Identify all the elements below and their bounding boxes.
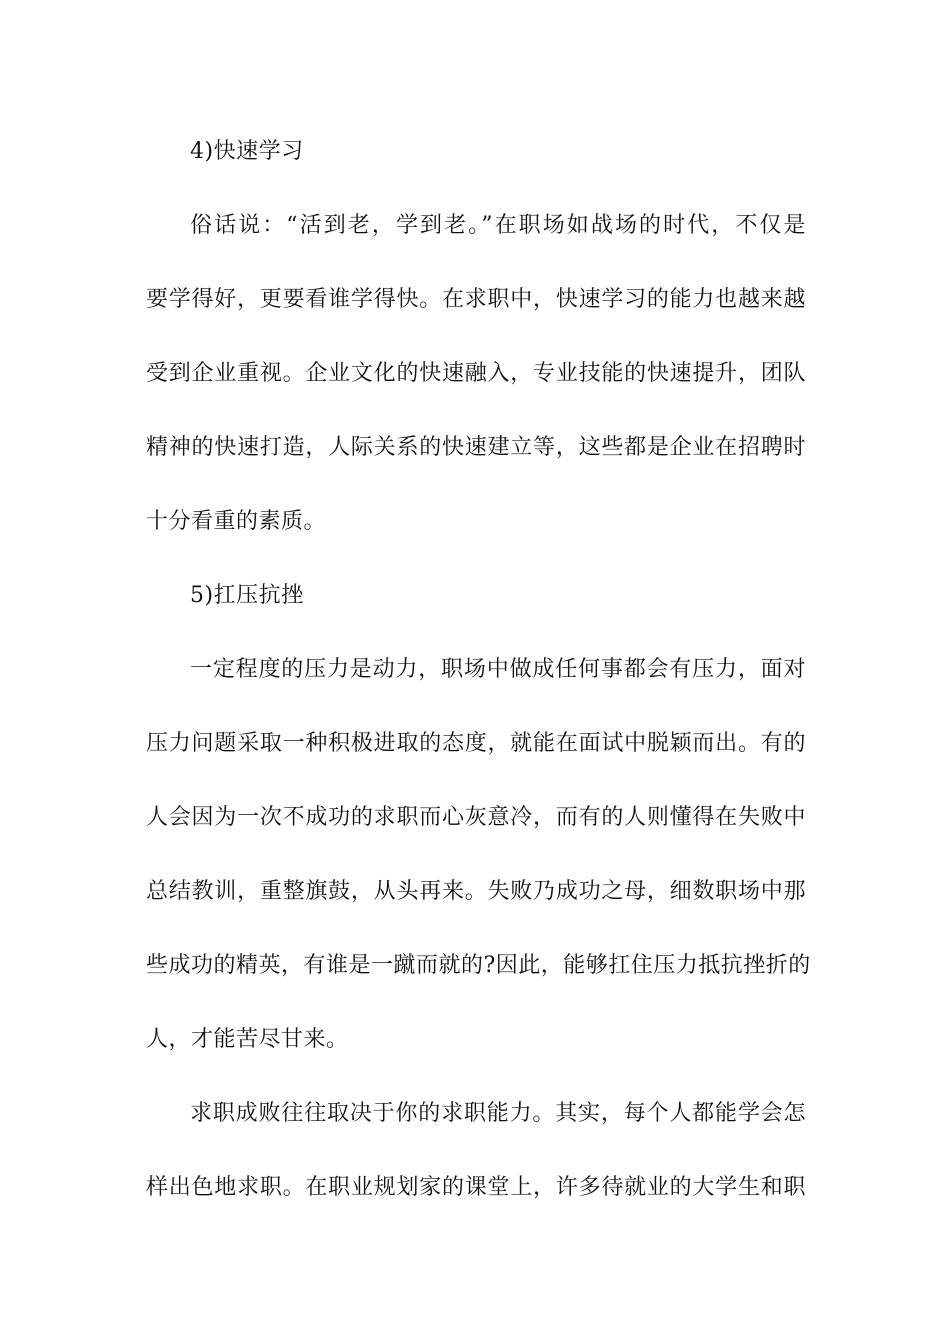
paragraph-line: 受到企业重视。企业文化的快速融入，专业技能的快速提升，团队 xyxy=(146,361,806,386)
paragraph-line: 要学得好，更要看谁学得快。在求职中，快速学习的能力也越来越 xyxy=(146,287,806,312)
section-heading-fast-learning: 4)快速学习 xyxy=(190,139,304,164)
paragraph-line: 精神的快速打造，人际关系的快速建立等，这些都是企业在招聘时 xyxy=(146,435,806,460)
section-heading-stress-resistance: 5)扛压抗挫 xyxy=(190,583,304,608)
paragraph-line: 些成功的精英，有谁是一蹴而就的?因此，能够扛住压力抵抗挫折的 xyxy=(146,953,811,978)
paragraph-line: 样出色地求职。在职业规划家的课堂上，许多待就业的大学生和职 xyxy=(146,1175,806,1200)
paragraph-line: 俗话说：“活到老，学到老。”在职场如战场的时代，不仅是 xyxy=(190,213,806,238)
paragraph-line: 人，才能苦尽甘来。 xyxy=(146,1027,349,1052)
paragraph-line: 总结教训，重整旗鼓，从头再来。失败乃成功之母，细数职场中那 xyxy=(146,879,806,904)
paragraph-line: 十分看重的素质。 xyxy=(146,509,327,534)
paragraph-line: 求职成败往往取决于你的求职能力。其实，每个人都能学会怎 xyxy=(190,1101,806,1126)
paragraph-line: 人会因为一次不成功的求职而心灰意冷，而有的人则懂得在失败中 xyxy=(146,805,806,830)
paragraph-line: 压力问题采取一种积极进取的态度，就能在面试中脱颖而出。有的 xyxy=(146,731,806,756)
paragraph-line: 一定程度的压力是动力，职场中做成任何事都会有压力，面对 xyxy=(190,657,806,682)
